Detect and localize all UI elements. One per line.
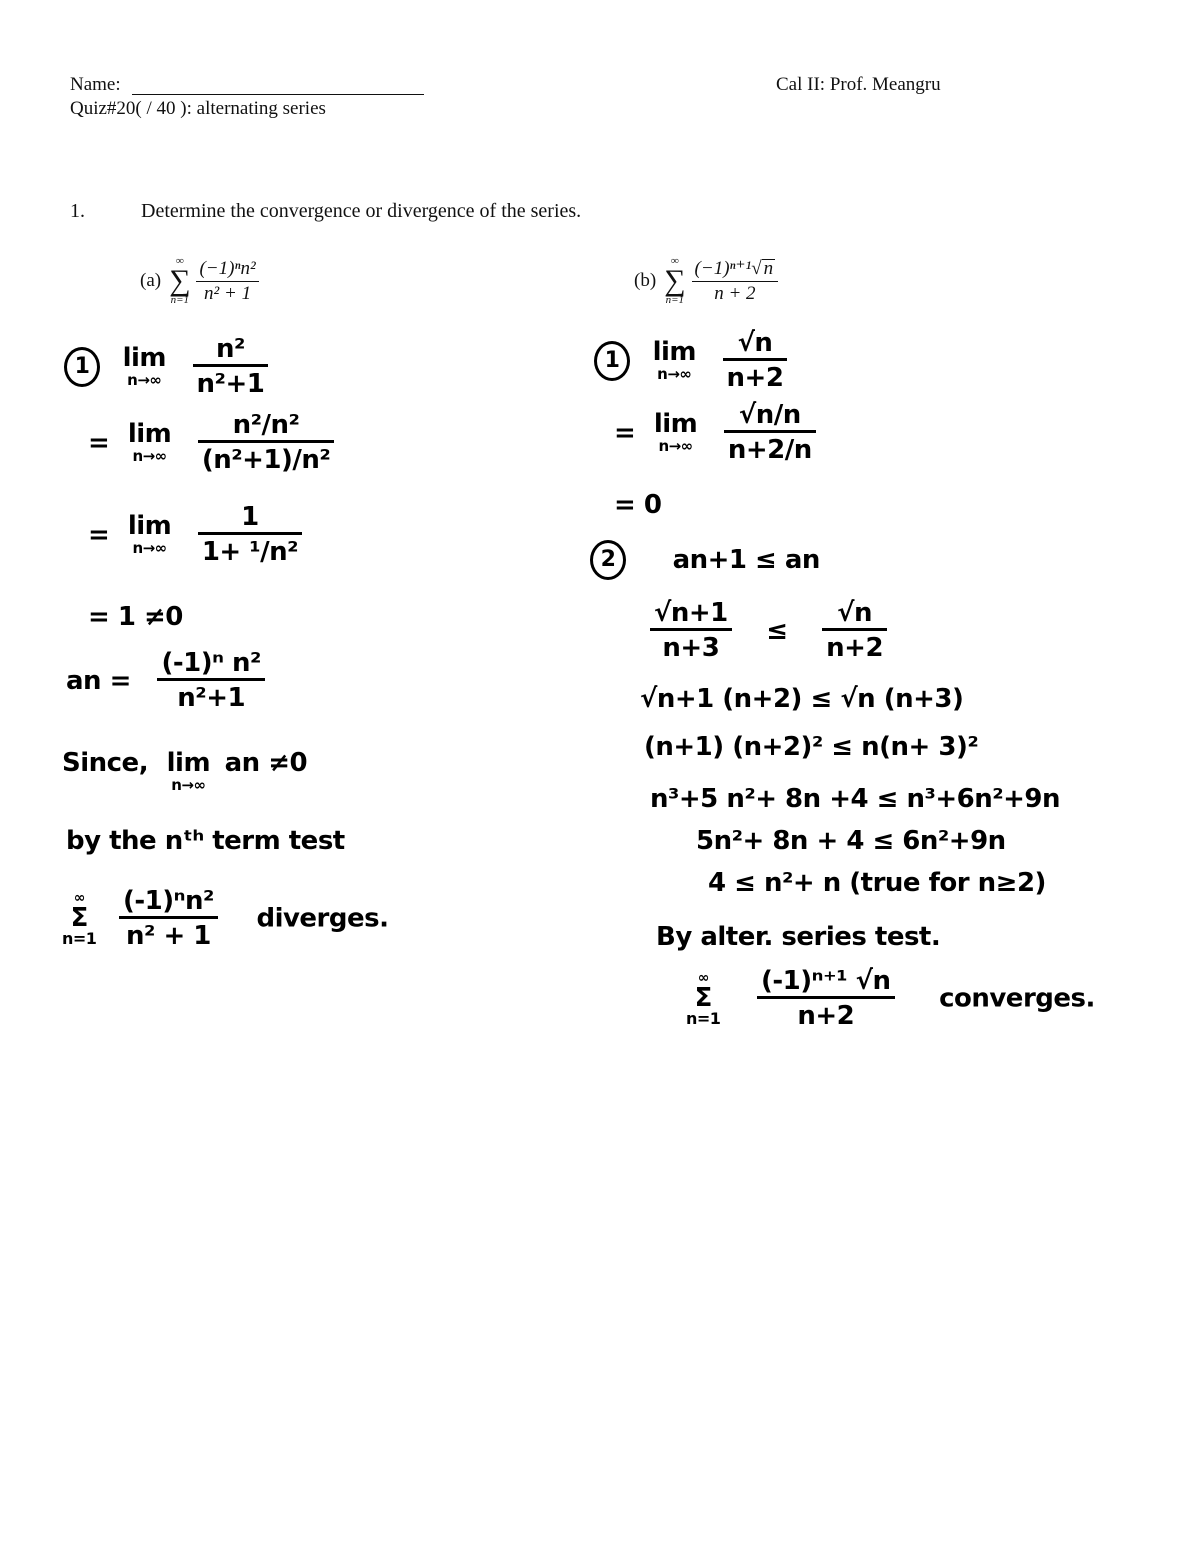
work-a-lim-3 xyxy=(128,513,171,556)
part-a-sigma xyxy=(169,256,190,306)
work-a-step3 xyxy=(88,504,302,565)
work-b-ineq-frac xyxy=(650,600,887,661)
part-a-denominator: n² + 1 xyxy=(204,282,252,304)
work-b-final-den: n+2 xyxy=(797,1001,855,1031)
work-a-frac-2-num: n²/n² xyxy=(198,412,334,443)
lim-text: lim xyxy=(166,748,211,778)
work-b-line7: 4 ≤ n²+ n (true for n≥2) xyxy=(708,868,1046,898)
work-a-frac-1-den: n²+1 xyxy=(196,369,265,399)
ineq-head: an+1 ≤ an xyxy=(672,545,820,575)
work-a-sum xyxy=(62,891,96,947)
lim-subscript: n→∞ xyxy=(171,776,206,794)
work-b-by-alt: By alter. series test. xyxy=(656,922,941,952)
sigma-icon: Σ xyxy=(694,982,712,1013)
part-b-formula xyxy=(634,256,778,306)
sqrt-sign-icon: √ xyxy=(751,257,762,279)
work-b-line6: 5n²+ 8n + 4 ≤ 6n²+9n xyxy=(696,826,1006,856)
name-label: Name: xyxy=(70,74,121,95)
name-blank-line[interactable] xyxy=(132,94,424,95)
part-a-sum-bottom: n=1 xyxy=(170,294,189,306)
work-a-verdict: diverges. xyxy=(256,903,389,934)
work-a-step2 xyxy=(88,412,334,473)
work-a-frac-2-den: (n²+1)/n² xyxy=(201,445,331,475)
part-a-fraction xyxy=(196,257,258,306)
lim-text: lim xyxy=(122,343,166,373)
work-a-conclusion xyxy=(62,888,388,949)
part-b-denominator: n + 2 xyxy=(714,282,756,304)
work-a-frac-1 xyxy=(193,336,269,397)
work-b-frac-2-num: √n/n xyxy=(724,402,816,433)
work-a-an-den: n²+1 xyxy=(177,683,246,713)
work-b-final-num: (-1)ⁿ⁺¹ √n xyxy=(757,968,895,999)
work-b-ineq-left xyxy=(650,600,732,661)
part-b-label: (b) xyxy=(634,270,657,291)
ineq-left-num: √n+1 xyxy=(650,600,732,631)
work-a-frac-1-num: n² xyxy=(193,336,269,367)
work-a-final-num: (-1)ⁿn² xyxy=(119,888,218,919)
part-a-formula xyxy=(140,256,259,306)
part-b-sigma xyxy=(664,256,685,306)
ineq-symbol: ≤ xyxy=(766,615,788,646)
sigma-icon: ∑ xyxy=(664,264,686,297)
work-a-since xyxy=(62,750,307,793)
lim-subscript: n→∞ xyxy=(132,447,167,465)
sigma-icon: ∑ xyxy=(169,264,191,297)
work-b-final-frac xyxy=(757,968,895,1029)
sum-top: ∞ xyxy=(73,889,85,906)
an-label: an = xyxy=(66,665,131,696)
lim-text: lim xyxy=(653,409,698,439)
work-b-frac-2 xyxy=(724,402,816,463)
work-b-line4: (n+1) (n+2)² ≤ n(n+ 3)² xyxy=(644,732,979,762)
work-b-step1 xyxy=(594,330,787,391)
work-a-step1 xyxy=(64,336,268,397)
work-a-lim-1 xyxy=(123,345,166,388)
work-b-line5: n³+5 n²+ 8n +4 ≤ n³+6n²+9n xyxy=(650,784,1061,814)
part-a-label: (a) xyxy=(140,270,162,291)
work-a-frac-2 xyxy=(198,412,334,473)
part-b-num-prefix: (−1)ⁿ⁺¹ xyxy=(694,257,752,279)
question-prompt: Determine the convergence or divergence of the series. xyxy=(141,200,582,222)
lim-subscript: n→∞ xyxy=(657,365,692,383)
part-a-numerator: (−1)ⁿn² xyxy=(196,257,258,282)
work-a-lim-2 xyxy=(128,421,171,464)
sum-bottom: n=1 xyxy=(62,928,97,948)
ineq-right-den: n+2 xyxy=(826,633,884,663)
lim-text: lim xyxy=(127,511,172,541)
work-a-final-frac xyxy=(119,888,218,949)
ineq-left-den: n+3 xyxy=(662,633,720,663)
lim-text: lim xyxy=(127,419,172,449)
part-b-fraction xyxy=(692,257,779,306)
work-b-zero: = 0 xyxy=(614,490,662,520)
work-a-by-test: by the nᵗʰ term test xyxy=(66,826,345,856)
work-a-result: = 1 ≠0 xyxy=(88,602,183,632)
work-a-an-def xyxy=(66,650,265,711)
work-a-lim-4 xyxy=(167,750,210,793)
work-a-frac-3-den: 1+ ¹/n² xyxy=(201,537,299,567)
work-b-step2 xyxy=(614,402,816,463)
course-title: Cal II: Prof. Meangru xyxy=(776,74,941,95)
work-a-an-frac xyxy=(157,650,264,711)
part-b-numerator xyxy=(692,257,779,282)
work-b-verdict: converges. xyxy=(939,983,1095,1014)
part-b-sum-top: ∞ xyxy=(670,255,679,267)
equals-sign: = xyxy=(88,519,110,550)
lim-subscript: n→∞ xyxy=(658,437,693,455)
work-b-ineq-right xyxy=(822,600,887,661)
work-a-frac-3-num: 1 xyxy=(198,504,302,535)
part-a-sum-top: ∞ xyxy=(175,255,184,267)
work-b-lim-2 xyxy=(654,411,697,454)
quiz-title: Quiz#20( / 40 ): alternating series xyxy=(70,98,326,119)
work-a-an-num: (-1)ⁿ n² xyxy=(157,650,264,681)
equals-sign: = xyxy=(614,417,636,448)
step-2-mark: 2 xyxy=(590,540,626,580)
work-b-frac-2-den: n+2/n xyxy=(727,435,812,465)
work-b-frac-1-den: n+2 xyxy=(726,363,784,393)
lim-subscript: n→∞ xyxy=(127,371,162,389)
sum-bottom: n=1 xyxy=(686,1008,721,1028)
work-b-line3: √n+1 (n+2) ≤ √n (n+3) xyxy=(640,684,964,714)
work-a-final-den: n² + 1 xyxy=(126,921,211,951)
since-text: Since, xyxy=(62,748,149,778)
since-expr: an ≠0 xyxy=(224,748,308,778)
work-b-sum xyxy=(686,971,720,1027)
work-b-step2-head xyxy=(590,540,820,580)
work-b-lim-1 xyxy=(653,339,696,382)
part-b-num-root: n xyxy=(763,257,774,279)
lim-text: lim xyxy=(652,337,696,367)
work-b-conclusion xyxy=(686,968,1095,1029)
work-b-frac-1-num: √n xyxy=(723,330,788,361)
part-b-sum-bottom: n=1 xyxy=(665,294,685,306)
work-a-frac-3 xyxy=(198,504,302,565)
equals-sign: = xyxy=(88,427,110,458)
question-number: 1. xyxy=(70,200,85,222)
work-b-frac-1 xyxy=(723,330,788,391)
ineq-right-num: √n xyxy=(822,600,887,631)
step-1-mark: 1 xyxy=(594,341,630,381)
lim-subscript: n→∞ xyxy=(132,539,167,557)
step-1-mark: 1 xyxy=(64,347,100,387)
sum-top: ∞ xyxy=(697,969,709,986)
sigma-icon: Σ xyxy=(70,902,88,933)
